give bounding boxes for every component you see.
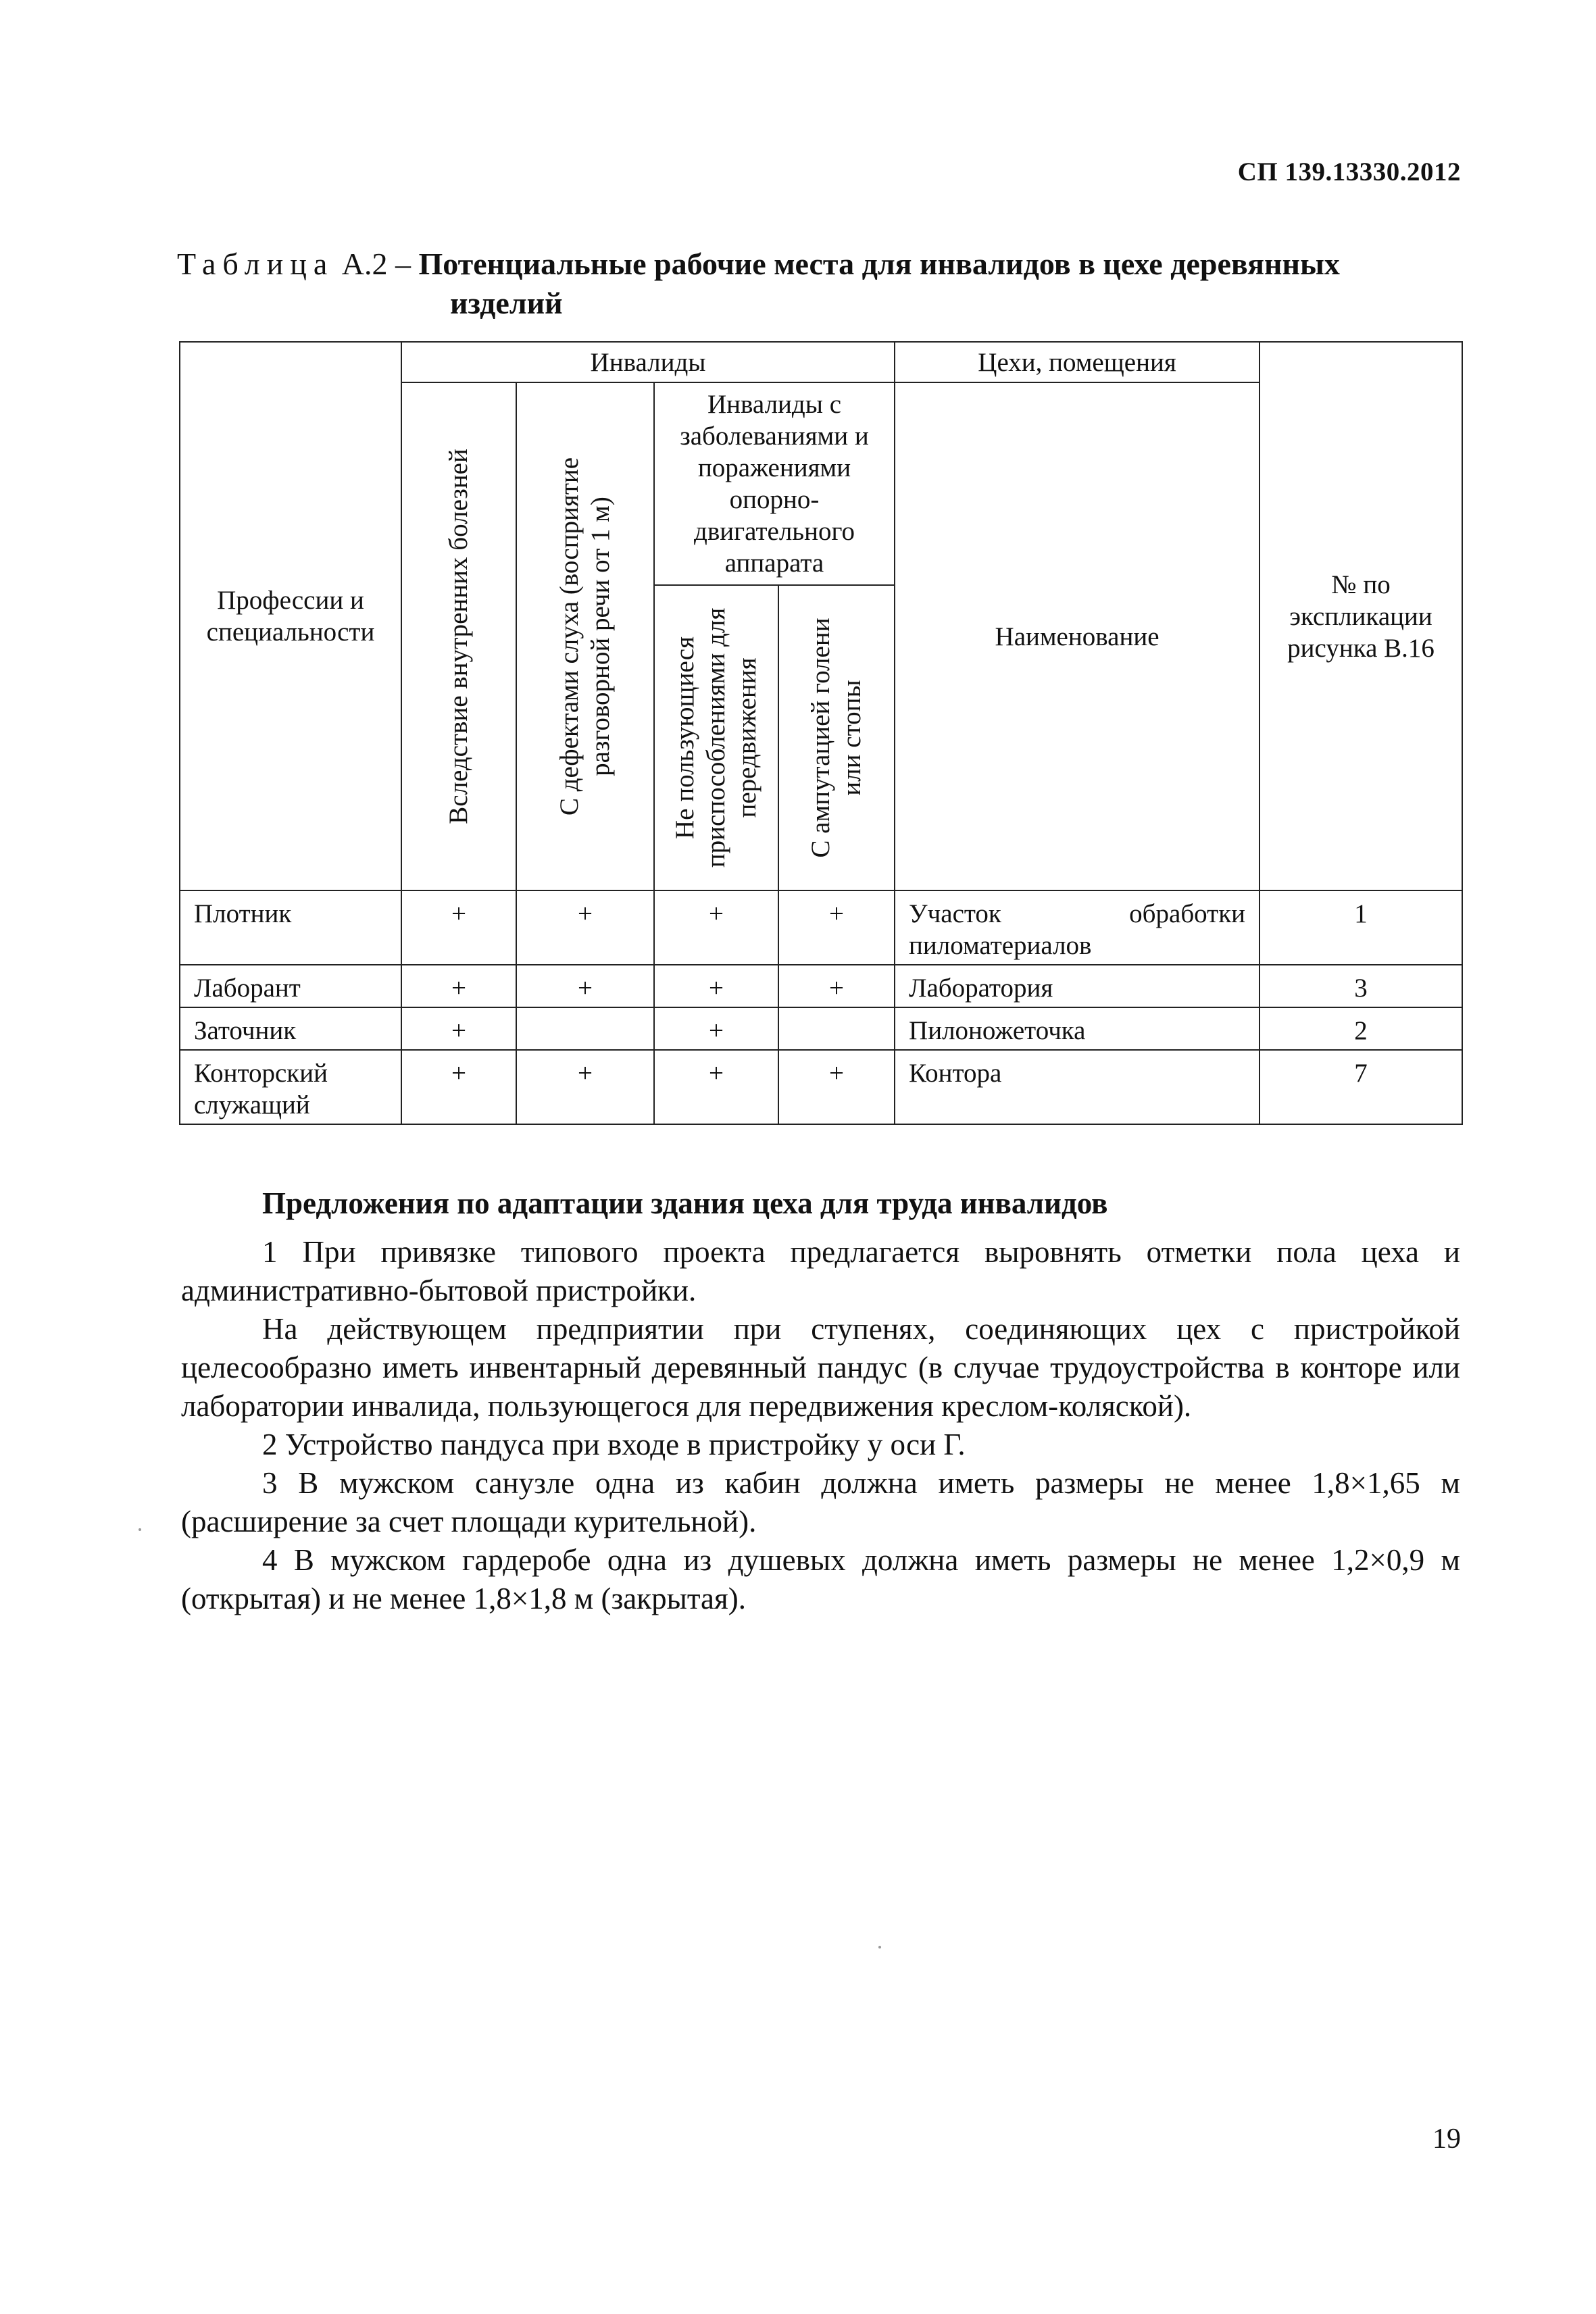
explication-number: 2	[1260, 1007, 1462, 1050]
no-devices-mark: +	[654, 890, 778, 965]
amputation-mark	[778, 1007, 895, 1050]
table-row	[180, 1007, 1462, 1050]
section-title: Предложения по адаптации здания цеха для труда инвалидов	[262, 1186, 1108, 1220]
amputation-mark: +	[778, 1050, 895, 1124]
room-cell: Участок обработки пиломатериалов	[895, 890, 1260, 965]
amputation-mark: +	[778, 890, 895, 965]
paragraph: 3 В мужском санузле одна из кабин должна иметь размеры не менее 1,8×1,65 м (расширение за счет площади курительной).	[181, 1466, 1460, 1538]
section-body	[181, 1233, 1460, 1618]
table-caption	[177, 245, 1461, 323]
room-cell: Лаборатория	[895, 965, 1260, 1007]
page-number: 19	[1432, 2123, 1461, 2155]
header-musculoskeletal: Инвалиды с заболеваниями и поражениями опорно-двигательного аппарата	[654, 382, 895, 585]
header-hearing-defects: С дефектами слуха (восприятие разговорной речи от 1 м)	[516, 382, 654, 890]
table-row	[180, 965, 1462, 1007]
hearing-mark	[516, 1007, 654, 1050]
profession-cell: Конторский служащий	[180, 1050, 401, 1124]
explication-number: 1	[1260, 890, 1462, 965]
explication-number: 3	[1260, 965, 1462, 1007]
internal-mark: +	[401, 1050, 516, 1124]
table-row	[180, 1050, 1462, 1124]
no-devices-mark: +	[654, 965, 778, 1007]
profession-cell: Плотник	[180, 890, 401, 965]
caption-title-line2: изделий	[450, 286, 563, 320]
hearing-mark: +	[516, 1050, 654, 1124]
caption-number: А.2 –	[341, 247, 411, 281]
paragraph: 4 В мужском гардеробе одна из душевых должна иметь размеры не менее 1,2×0,9 м (открытая) и не менее 1,8×1,8 м (закрытая).	[181, 1543, 1460, 1615]
paragraph: 1 При привязке типового проекта предлагается выровнять отметки пола цеха и административно-бытовой пристройки.	[181, 1235, 1460, 1307]
scan-speck	[878, 1946, 881, 1948]
room-cell: Контора	[895, 1050, 1260, 1124]
profession-cell: Заточник	[180, 1007, 401, 1050]
header-amputation: С ампутацией голени или стопы	[778, 585, 895, 890]
internal-mark: +	[401, 1007, 516, 1050]
paragraph: 2 Устройство пандуса при входе в пристройку у оси Г.	[262, 1428, 966, 1461]
room-cell: Пилоножеточка	[895, 1007, 1260, 1050]
paragraph: На действующем предприятии при ступенях, соединяющих цех с пристройкой целесообразно иметь инвентарный деревянный пандус (в случае трудоустройства в конторе или лаборатории инвалида, пользующегося для передвижения креслом-коляской).	[181, 1312, 1460, 1423]
internal-mark: +	[401, 965, 516, 1007]
caption-title-line1: Потенциальные рабочие места для инвалидов в цехе деревянных	[418, 247, 1340, 281]
internal-mark: +	[401, 890, 516, 965]
profession-cell: Лаборант	[180, 965, 401, 1007]
workplaces-table	[179, 341, 1463, 1125]
header-professions: Профессии и специальности	[180, 342, 401, 890]
amputation-mark: +	[778, 965, 895, 1007]
table-row	[180, 890, 1462, 965]
document-code: СП 139.13330.2012	[1237, 157, 1461, 186]
no-devices-mark: +	[654, 1050, 778, 1124]
header-explication: № по экспликации рисунка В.16	[1260, 342, 1462, 890]
hearing-mark: +	[516, 965, 654, 1007]
hearing-mark: +	[516, 890, 654, 965]
header-internal-diseases: Вследствие внутренних болезней	[401, 382, 516, 890]
explication-number: 7	[1260, 1050, 1462, 1124]
header-workshops: Цехи, помещения	[895, 342, 1260, 382]
caption-prefix: Таблица	[177, 247, 334, 281]
header-room-name: Наименование	[895, 382, 1260, 890]
no-devices-mark: +	[654, 1007, 778, 1050]
header-disabled: Инвалиды	[401, 342, 895, 382]
header-no-devices: Не пользующиеся приспособлениями для передвижения	[654, 585, 778, 890]
scan-speck	[139, 1528, 141, 1531]
